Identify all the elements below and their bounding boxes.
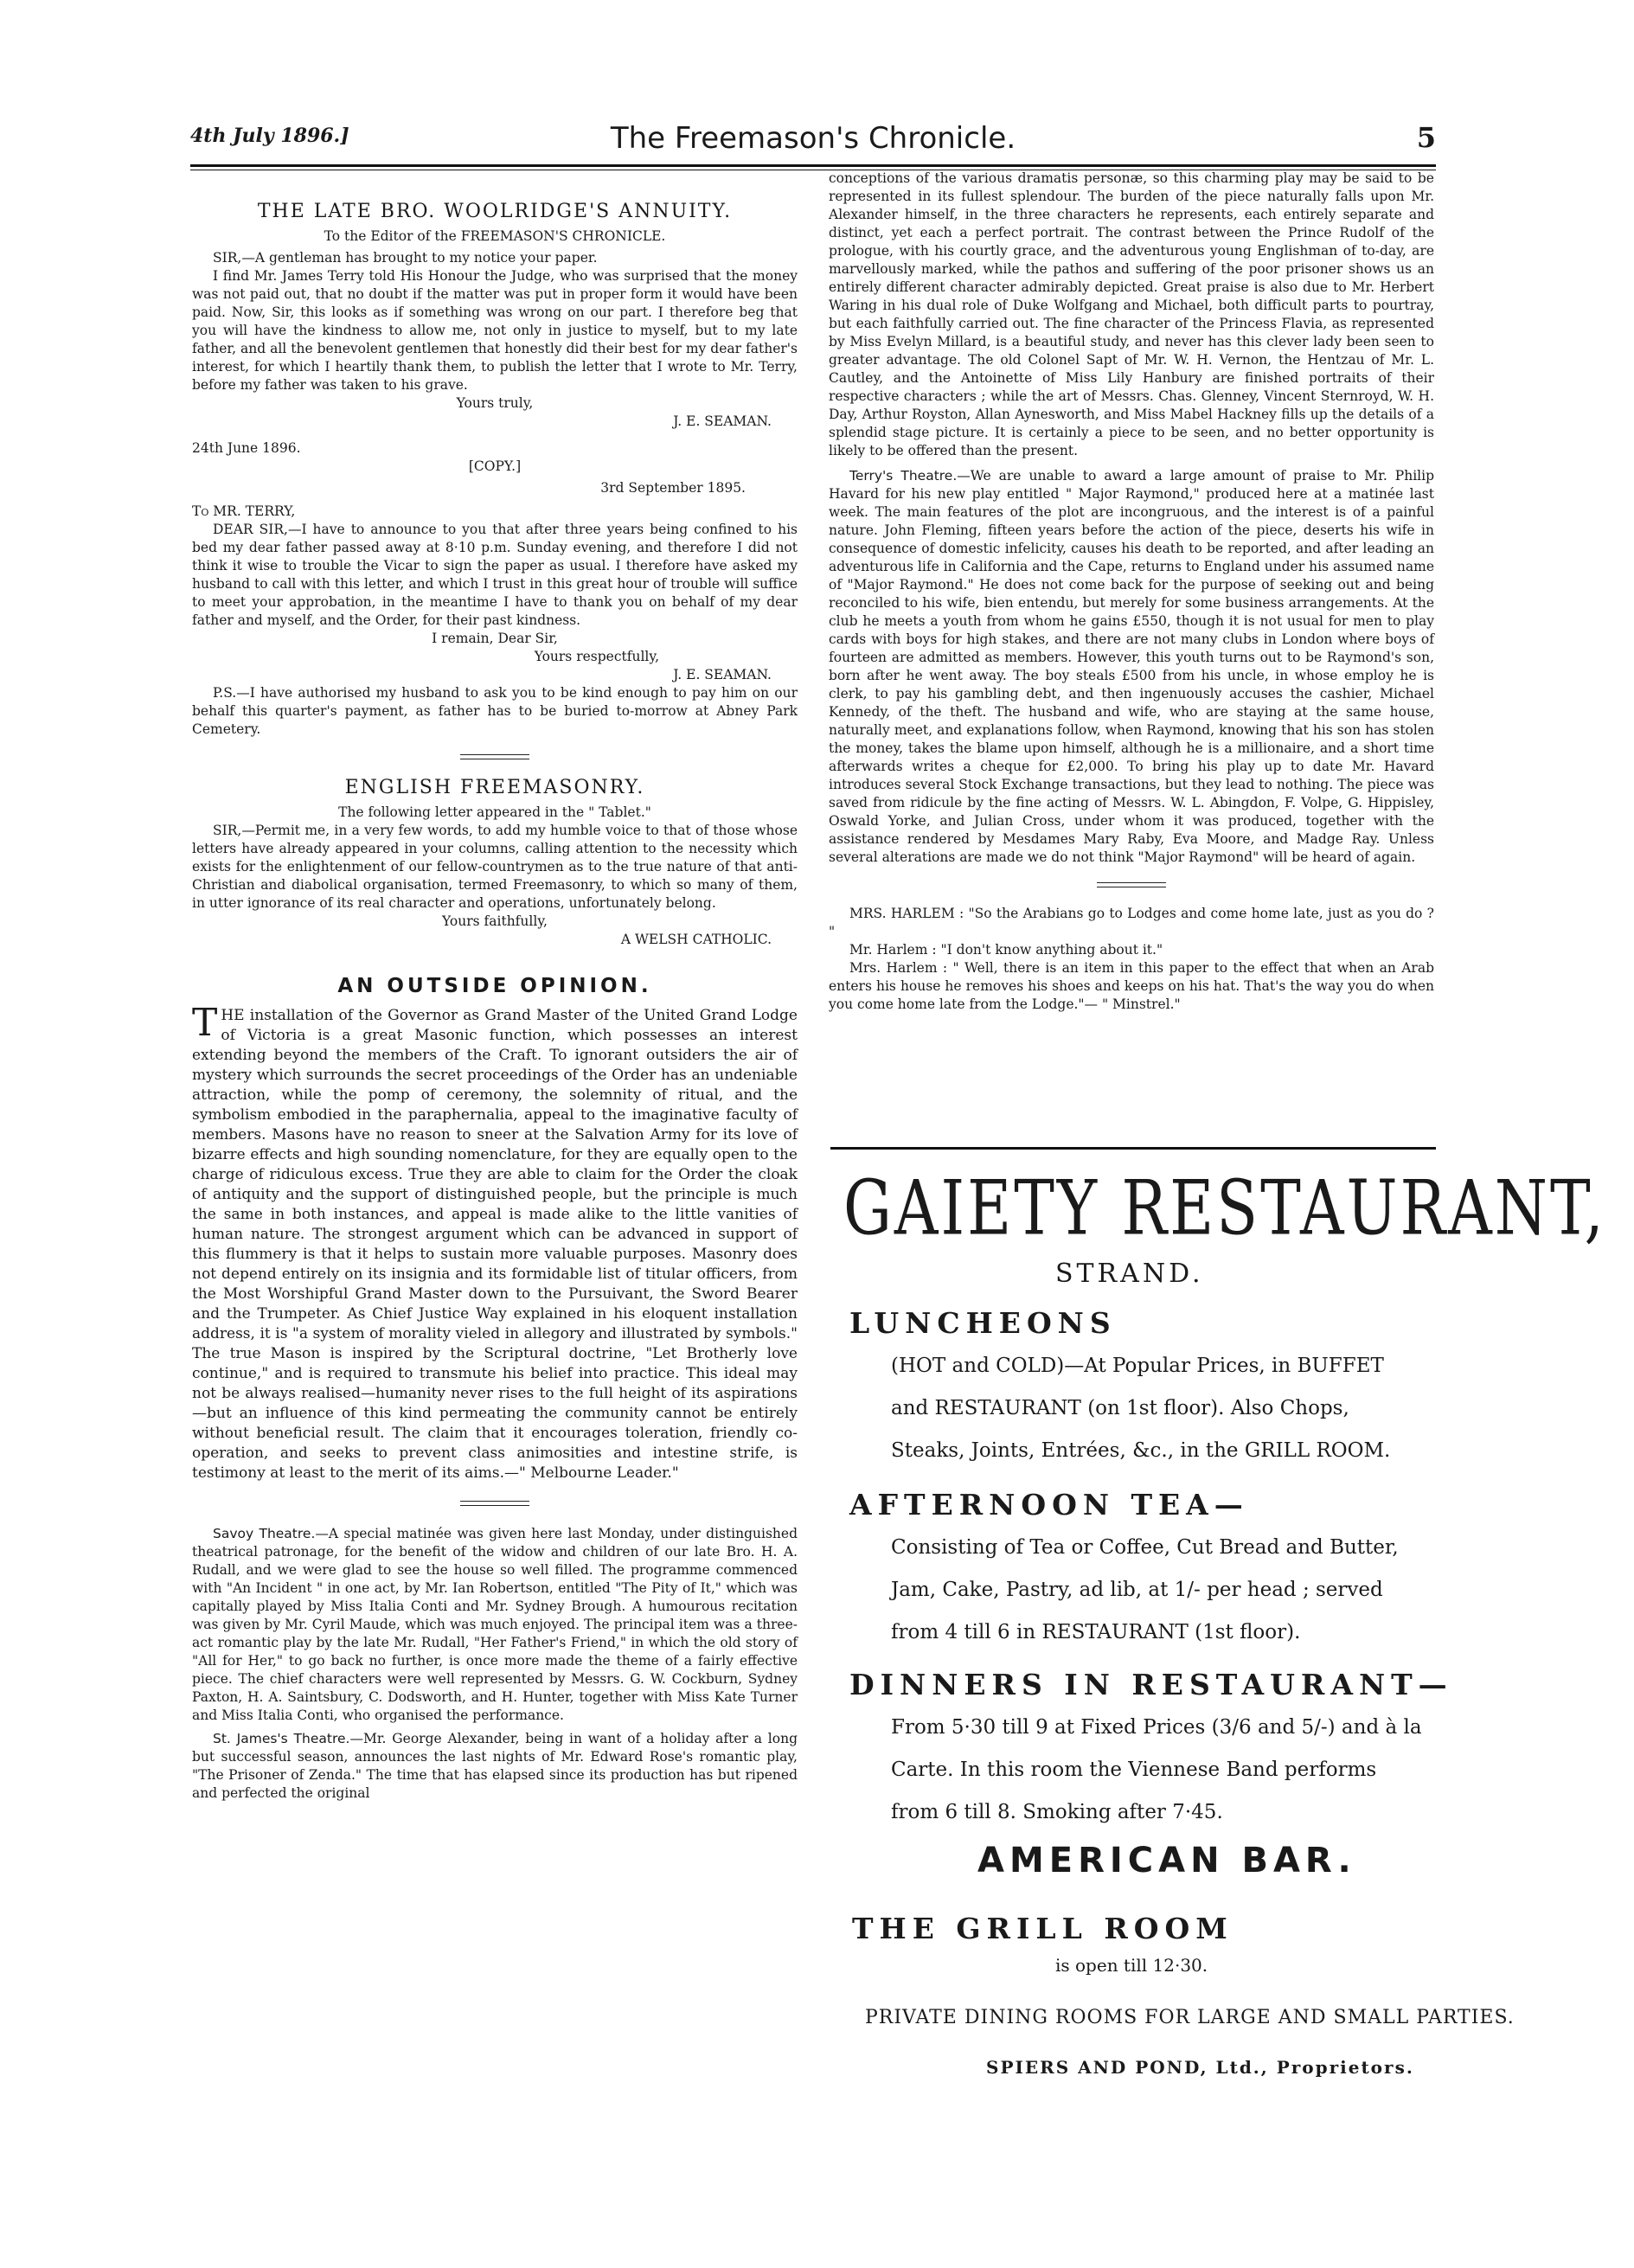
stjames-paragraph [192, 1730, 798, 1803]
issue-date: 4th July 1896.] [190, 125, 349, 147]
strand-label: STRAND. [1055, 1259, 1204, 1289]
savoy-lead: Savoy Theatre. [213, 1526, 316, 1541]
masthead-title: The Freemason's Chronicle. [610, 121, 1016, 156]
copy-label: [COPY.] [468, 458, 522, 474]
left-column [192, 201, 798, 1803]
outside-text: HE installation of the Governor as Grand Master of the United Grand Lodge of Victoria is a great Masonic function, which possesses an interest extending beyond the members of the Craft. To ignorant outsiders the air of mystery which surrounds the secret proceedings of the Order has an undeniable attraction, while the pomp of ceremony, the solemnity of ritual, and the symbolism embodied in the paraphernalia, appeal to the imaginative faculty of members. Masons have no reason to sneer at the Salvation Army for its love of bizarre effects and high sounding nomenclature, for they are equally open to the charge of ridiculous excess. True they are able to claim for the Order the cloak of antiquity and the support of distinguished people, but the principle is much the same in both instances, and appeal is made alike to the little vanities of human nature. The strongest argument which can be advanced in support of this flummery is that it helps to sustain more valuable purposes. Masonry does not depend entirely on its insignia and its formidable list of titular officers, from the Most Worshipful Grand Master down to the Pursuivant, the Sword Bearer and the Trumpeter. As Chief Justice Way explained in his eloquent installation address, it is "a system of morality vieled in allegory and illustrated by symbols." The true Mason is inspired by the Scriptural doctrine, "Let Brotherly love continue," and is required to transmute his belief into practice. This ideal may not be always realised—humanity never rises to the full height of its aspirations—but an influence of this kind permeating the community cannot be entirely without beneficial result. The claim that it encourages toleration, friendly co-operation, and seeks to prevent class animosities and intestine strife, is testimony at least to the merit of its aims.—" Melbourne Leader." [192, 1007, 798, 1482]
postscript: P.S.—I have authorised my husband to ask you to be kind enough to pay him on our behalf this quarter's payment, as father has to be buried to-morrow at Abney Park Cemetery. [192, 685, 798, 737]
right-column [829, 170, 1434, 1014]
dinners-heading: DINNERS IN RESTAURANT— [849, 1668, 1453, 1701]
grill-heading: THE GRILL ROOM [852, 1912, 1234, 1945]
header-rule [190, 164, 1436, 167]
grill-body: is open till 12·30. [1055, 1955, 1208, 1976]
letter-body: DEAR SIR,—I have to announce to you that after three years being confined to his bed my dear father passed away at 8·10 p.m. Sunday evening, and therefore I did not think it wise to trouble the Vicar to sign the paper as usual. I therefore have asked my husband to call with this letter, and which I trust in this great hour of trouble will suffice to meet your approbation, in the meantime I have to thank you on behalf of my dear father and myself, and the Order, for their past kindness. [192, 522, 798, 628]
woolridge-p1: SIR,—A gentleman has brought to my notice your paper. [213, 250, 598, 266]
stjames-lead: St. James's Theatre. [213, 1731, 350, 1746]
separator [1097, 882, 1166, 887]
terry-text: —We are unable to award a large amount of praise to Mr. Philip Havard for his new play entitled " Major Raymond," produced here at a matinée last week. The main features of the plot are incongruous, and the interest is of a painful nature. John Fleming, fifteen years before the action of the piece, deserts his wife in consequence of domestic infelicity, causes his death to be reported, and after leading an adventurous life in California and the Cape, returns to England under his assumed name of "Major Raymond." He does not come back for the purpose of seeking out and being reconciled to his wife, bien entendu, but merely for some business arrangements. At the club he meets a youth from whom he gains £550, though it is not usual for men to play cards with boys for high stakes, and there are not many clubs in London where boys of fourteen are admitted as members. However, this youth turns out to be Raymond's son, born after he went away. The boy steals £500 from his uncle, in whose employ he is clerk, to pay his gambling debt, and then ingenuously accuses the cashier, Michael Kennedy, of the theft. The husband and wife, who are staying at the same house, naturally meet, and explanations follow, when Raymond, knowing that his son has stolen the money, takes the blame upon himself, although he is a millionaire, and a short time afterwards writes a cheque for £2,000. To bring his play up to date Mr. Havard introduces several Stock Exchange transactions, but they lead to nothing. The piece was saved from ridicule by the fine acting of Messrs. W. L. Abingdon, F. Volpe, G. Hippisley, Oswald Yorke, and Julian Cross, under whom it was produced, together with the assistance rendered by Mesdames Mary Raby, Eva Moore, and Madge Ray. Unless several alterations are made we do not think "Major Raymond" will be heard of again. [829, 468, 1434, 865]
stjames-text: —Mr. George Alexander, being in want of a holiday after a long but successful season, announces the last nights of Mr. Edward Rose's romantic play, "The Prisoner of Zenda." The time that has elapsed since its production has but ripened and perfected the original [192, 1731, 798, 1801]
english-intro: The following letter appeared in the " Tablet." [338, 804, 651, 820]
tea-heading: AFTERNOON TEA— [849, 1488, 1249, 1522]
savoy-paragraph [192, 1525, 798, 1725]
page-header [190, 121, 1436, 161]
harlem-line-2: Mr. Harlem : "I don't know anything about it." [849, 942, 1163, 958]
page-number: 5 [1416, 121, 1436, 154]
woolridge-yours: Yours truly, [456, 395, 534, 411]
terry-lead: Terry's Theatre. [849, 468, 958, 484]
harlem-line-1: MRS. HARLEM : "So the Arabians go to Lodges and come home late, just as you do ? " [829, 906, 1434, 939]
drop-cap: T [192, 1001, 218, 1045]
english-title: ENGLISH FREEMASONRY. [344, 777, 645, 798]
woolridge-to: To the Editor of the FREEMASON'S CHRONICLE. [324, 228, 666, 244]
proprietors: SPIERS AND POND, Ltd., Proprietors. [986, 2057, 1414, 2078]
letter-signature: J. E. SEAMAN. [673, 667, 772, 682]
woolridge-p2: I find Mr. James Terry told His Honour the Judge, who was surprised that the money was not paid out, that no doubt if the matter was put in proper form it would have been paid. Now, Sir, this looks as if something was wrong on our part. I therefore beg that you will have the kindness to allow me, not only in justice to myself, but to my late father, and all the benevolent gentlemen that honestly did their best for my dear father's interest, for which I heartily thank them, to publish the letter that I wrote to Mr. Terry, before my father was taken to his grave. [192, 268, 798, 393]
luncheons-body: (HOT and COLD)—At Popular Prices, in BUFFET and RESTAURANT (on 1st floor). Also Chops, Steaks, Joints, Entrées, &c., in the GRILL ROOM. [891, 1355, 1391, 1462]
english-signature: A WELSH CATHOLIC. [620, 932, 772, 947]
gaiety-title: GAIETY RESTAURANT, [843, 1163, 1606, 1253]
dinners-body: From 5·30 till 9 at Fixed Prices (3/6 and 5/-) and à la Carte. In this room the Viennese Band performs from 6 till 8. Smoking after 7·45. [891, 1716, 1422, 1823]
harlem-line-3: Mrs. Harlem : " Well, there is an item in this paper to the effect that when an Arab enters his house he removes his shoes and keeps on his hat. That's the way you do when you come home late from the Lodge."— " Minstrel." [829, 960, 1434, 1012]
luncheons-heading: LUNCHEONS [849, 1306, 1117, 1340]
woolridge-signature: J. E. SEAMAN. [673, 413, 772, 429]
woolridge-title: THE LATE BRO. WOOLRIDGE'S ANNUITY. [257, 201, 733, 222]
english-body: SIR,—Permit me, in a very few words, to add my humble voice to that of those whose letters have already appeared in your columns, calling attention to the necessity which exists for the enlightenment of our fellow-countrymen as to the true nature of that anti-Christian and diabolical organisation, termed Freemasonry, to which so many of them, in utter ignorance of its real character and operations, unfortunately belong. [192, 823, 798, 911]
separator [460, 754, 529, 759]
terry-paragraph [829, 467, 1434, 867]
english-yours: Yours faithfully, [442, 913, 548, 929]
tea-body: Consisting of Tea or Coffee, Cut Bread and Butter, Jam, Cake, Pastry, ad lib, at 1/- per head ; served from 4 till 6 in RESTAURANT (1st floor). [891, 1536, 1399, 1643]
outside-body [192, 1001, 798, 1483]
letter-remain: I remain, Dear Sir, [432, 631, 558, 646]
english-freemasonry-article [192, 777, 798, 949]
woolridge-date: 24th June 1896. [192, 440, 301, 456]
outside-opinion-article [192, 975, 798, 1483]
woolridge-article [192, 201, 798, 739]
private-rooms: PRIVATE DINING ROOMS FOR LARGE AND SMALL PARTIES. [865, 2007, 1515, 2028]
separator [460, 1501, 529, 1506]
savoy-text: —A special matinée was given here last Monday, under distinguished theatrical patronage, for the benefit of the widow and children of our late Bro. H. A. Rudall, and we were glad to see the house so well filled. The programme commenced with "An Incident " in one act, by Mr. Ian Robertson, entitled "The Pity of It," which was capitally played by Miss Italia Conti and Mr. Sydney Brough. A humourous recitation was given by Mr. Cyril Maude, which was much enjoyed. The principal item was a three-act romantic play by the late Mr. Rudall, "Her Father's Friend," in which the old story of "All for Her," to go back no further, is once more made the theme of a fairly effective piece. The chief characters were well represented by Messrs. G. W. Cockburn, Sydney Paxton, H. A. Saintsbury, C. Dodsworth, and H. Hunter, together with Miss Kate Turner and Miss Italia Conti, who organised the performance. [192, 1526, 798, 1723]
stjames-continuation: conceptions of the various dramatis personæ, so this charming play may be said to be represented in its fullest splendour. The burden of the piece naturally falls upon Mr. Alexander himself, in the three characters he represents, each entirely separate and distinct, yet each a perfect portrait. The contrast between the Prince Rudolf of the prologue, with his courtly grace, and the adventurous young Englishman of to-day, are marvellously marked, while the pathos and suffering of the poor prisoner shows us an entirely different character admirably depicted. Great praise is also due to Mr. Herbert Waring in his dual role of Duke Wolfgang and Michael, both difficult parts to pourtray, but each faithfully carried out. The fine character of the Princess Flavia, as represented by Miss Evelyn Millard, is a beautiful study, and never has this clever lady been seen to greater advantage. The old Colonel Sapt of Mr. W. H. Vernon, the Hentzau of Mr. L. Cautley, and the Antoinette of Miss Lily Hanbury are finished portraits of their respective characters ; while the art of Messrs. Chas. Glenney, Vincent Sternroyd, W. H. Day, Arthur Royston, Allan Aynesworth, and Miss Mabel Hackney fills up the details of a splendid stage picture. It is certainly a piece to be seen, and no better opportunity is likely to be offered than the present. [829, 170, 1434, 458]
american-bar: AMERICAN BAR. [977, 1841, 1356, 1880]
ad-rule [830, 1147, 1436, 1150]
to-terry: To MR. TERRY, [192, 503, 296, 519]
outside-title: AN OUTSIDE OPINION. [337, 975, 652, 997]
letter-respect: Yours respectfully, [534, 649, 659, 664]
letter-date: 3rd September 1895. [600, 480, 746, 496]
